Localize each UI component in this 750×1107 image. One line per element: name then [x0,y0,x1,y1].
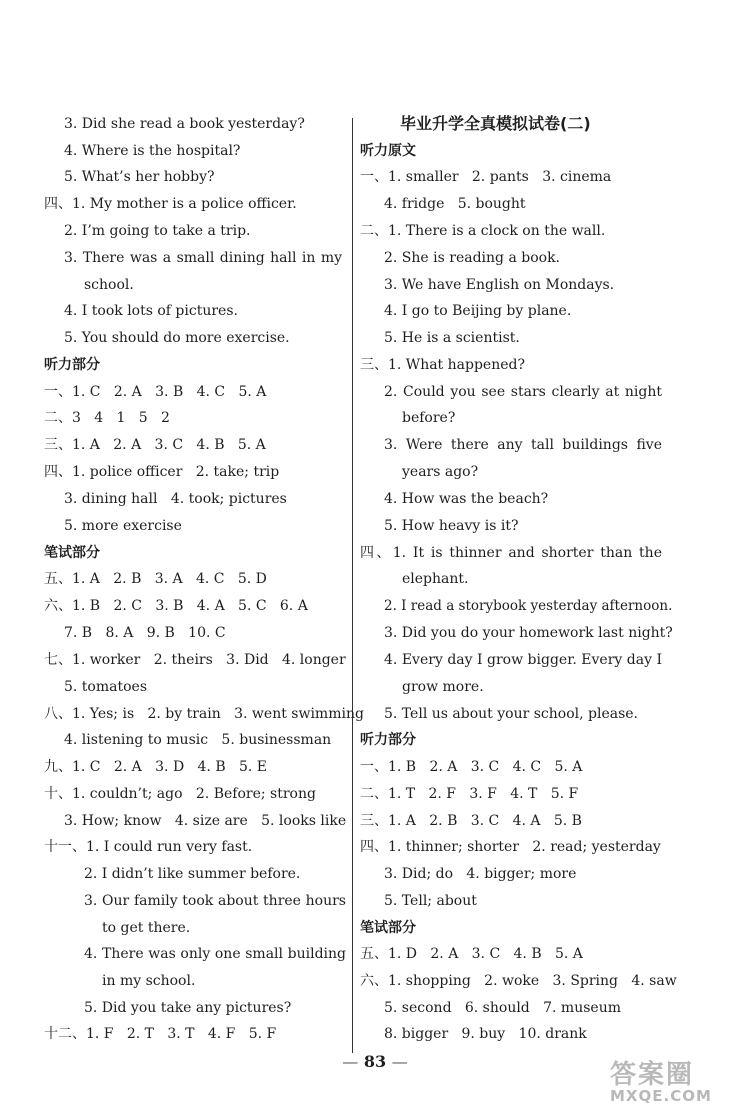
answer-line: 四、1. thinner; shorter 2. read; yesterday [360,839,661,855]
answer-line: 十、1. couldn’t; ago 2. Before; strong [44,786,316,802]
answer-line: 八、1. Yes; is 2. by train 3. went swimming [44,706,364,722]
watermark-url: MXQE.COM [610,1087,712,1105]
section-heading: 听力部分 [44,357,100,373]
answer-line: 四、1. It is thinner and shorter than the [360,545,662,561]
section-heading: 听力原文 [360,143,416,159]
answer-line: 三、1. What happened? [360,357,525,373]
answer-line: 2. Could you see stars clearly at night [384,384,662,400]
answer-line: 5. tomatoes [64,679,148,695]
answer-line: 5. How heavy is it? [384,518,519,534]
answer-line: 5. What’s her hobby? [64,169,215,185]
answer-line: 3. Did you do your homework last night? [384,625,673,641]
answer-line: 一、1. C 2. A 3. B 4. C 5. A [44,384,267,400]
answer-line: 四、1. police officer 2. take; trip [44,464,280,480]
answer-line: 九、1. C 2. A 3. D 4. B 5. E [44,759,267,775]
answer-line: 六、1. shopping 2. woke 3. Spring 4. saw [360,973,677,989]
answer-line: years ago? [402,464,479,480]
answer-line: 十一、1. I could run very fast. [44,839,253,855]
answer-line: 三、1. A 2. A 3. C 4. B 5. A [44,437,266,453]
answer-line: 4. listening to music 5. businessman [64,732,332,748]
watermark-logo [610,1062,742,1104]
answer-line: 3. How; know 4. size are 5. looks like [64,813,347,829]
answer-line: 4. Every day I grow bigger. Every day I [384,652,662,668]
answer-line: 5. more exercise [64,518,182,534]
answer-line: 五、1. D 2. A 3. C 4. B 5. A [360,946,583,962]
answer-line: 3. Did she read a book yesterday? [64,116,305,132]
answer-line: 三、1. A 2. B 3. C 4. A 5. B [360,813,582,829]
answer-line: 二、1. T 2. F 3. F 4. T 5. F [360,786,579,802]
answer-line: 5. Tell us about your school, please. [384,706,638,722]
answer-line: 5. You should do more exercise. [64,330,290,346]
answer-line: 4. There was only one small building [84,946,346,962]
answer-line: before? [402,410,456,426]
answer-line: 六、1. B 2. C 3. B 4. A 5. C 6. A [44,598,308,614]
answer-line: 一、1. smaller 2. pants 3. cinema [360,169,612,185]
answer-line: 4. How was the beach? [384,491,549,507]
section-heading: 听力部分 [360,732,416,748]
answer-line: 3. We have English on Mondays. [384,277,615,293]
answer-line: 五、1. A 2. B 3. A 4. C 5. D [44,571,267,587]
answer-line: 4. fridge 5. bought [384,196,526,212]
answer-line: 8. bigger 9. buy 10. drank [384,1026,587,1042]
answer-line: 5. second 6. should 7. museum [384,1000,621,1016]
answer-line: 2. I didn’t like summer before. [84,866,301,882]
answer-line: 二、1. There is a clock on the wall. [360,223,606,239]
section-heading: 笔试部分 [360,920,416,936]
answer-line: grow more. [402,679,484,695]
answer-line: 二、3 4 1 5 2 [44,410,170,426]
answer-line: 2. I read a storybook yesterday afternoon. [384,598,673,614]
answer-line: 2. She is reading a book. [384,250,561,266]
answer-line: 2. I’m going to take a trip. [64,223,251,239]
watermark-title: 答案圈 [610,1060,695,1090]
answer-line: 3. dining hall 4. took; pictures [64,491,287,507]
answer-line: 5. Did you take any pictures? [84,1000,292,1016]
answer-line: 3. Our family took about three hours [84,893,346,909]
answer-line: 5. Tell; about [384,893,477,909]
section-heading: 笔试部分 [44,545,100,561]
column-divider [352,118,353,1053]
answer-line: 七、1. worker 2. theirs 3. Did 4. longer [44,652,346,668]
answer-line: 3. There was a small dining hall in my [64,250,342,266]
answer-line: 3. Did; do 4. bigger; more [384,866,577,882]
answer-line: 一、1. B 2. A 3. C 4. C 5. A [360,759,583,775]
answer-line: 四、1. My mother is a police officer. [44,196,297,212]
answer-line: 4. I go to Beijing by plane. [384,303,572,319]
answer-line: to get there. [102,920,191,936]
answer-line: 7. B 8. A 9. B 10. C [64,625,226,641]
answer-line: 十二、1. F 2. T 3. T 4. F 5. F [44,1026,277,1042]
answer-line: 4. I took lots of pictures. [64,303,238,319]
page-number-dash-left: — [342,1052,359,1071]
answer-line: 4. Where is the hospital? [64,143,241,159]
answer-line: in my school. [102,973,196,989]
answer-line: 5. He is a scientist. [384,330,520,346]
answer-line: school. [84,277,134,293]
page-number-dash-right: — [391,1052,408,1071]
answer-line: elephant. [402,571,469,587]
answer-line: 3. Were there any tall buildings five [384,437,662,453]
page-title: 毕业升学全真模拟试卷(二) [400,114,591,133]
page-number-text: 83 [363,1052,387,1071]
